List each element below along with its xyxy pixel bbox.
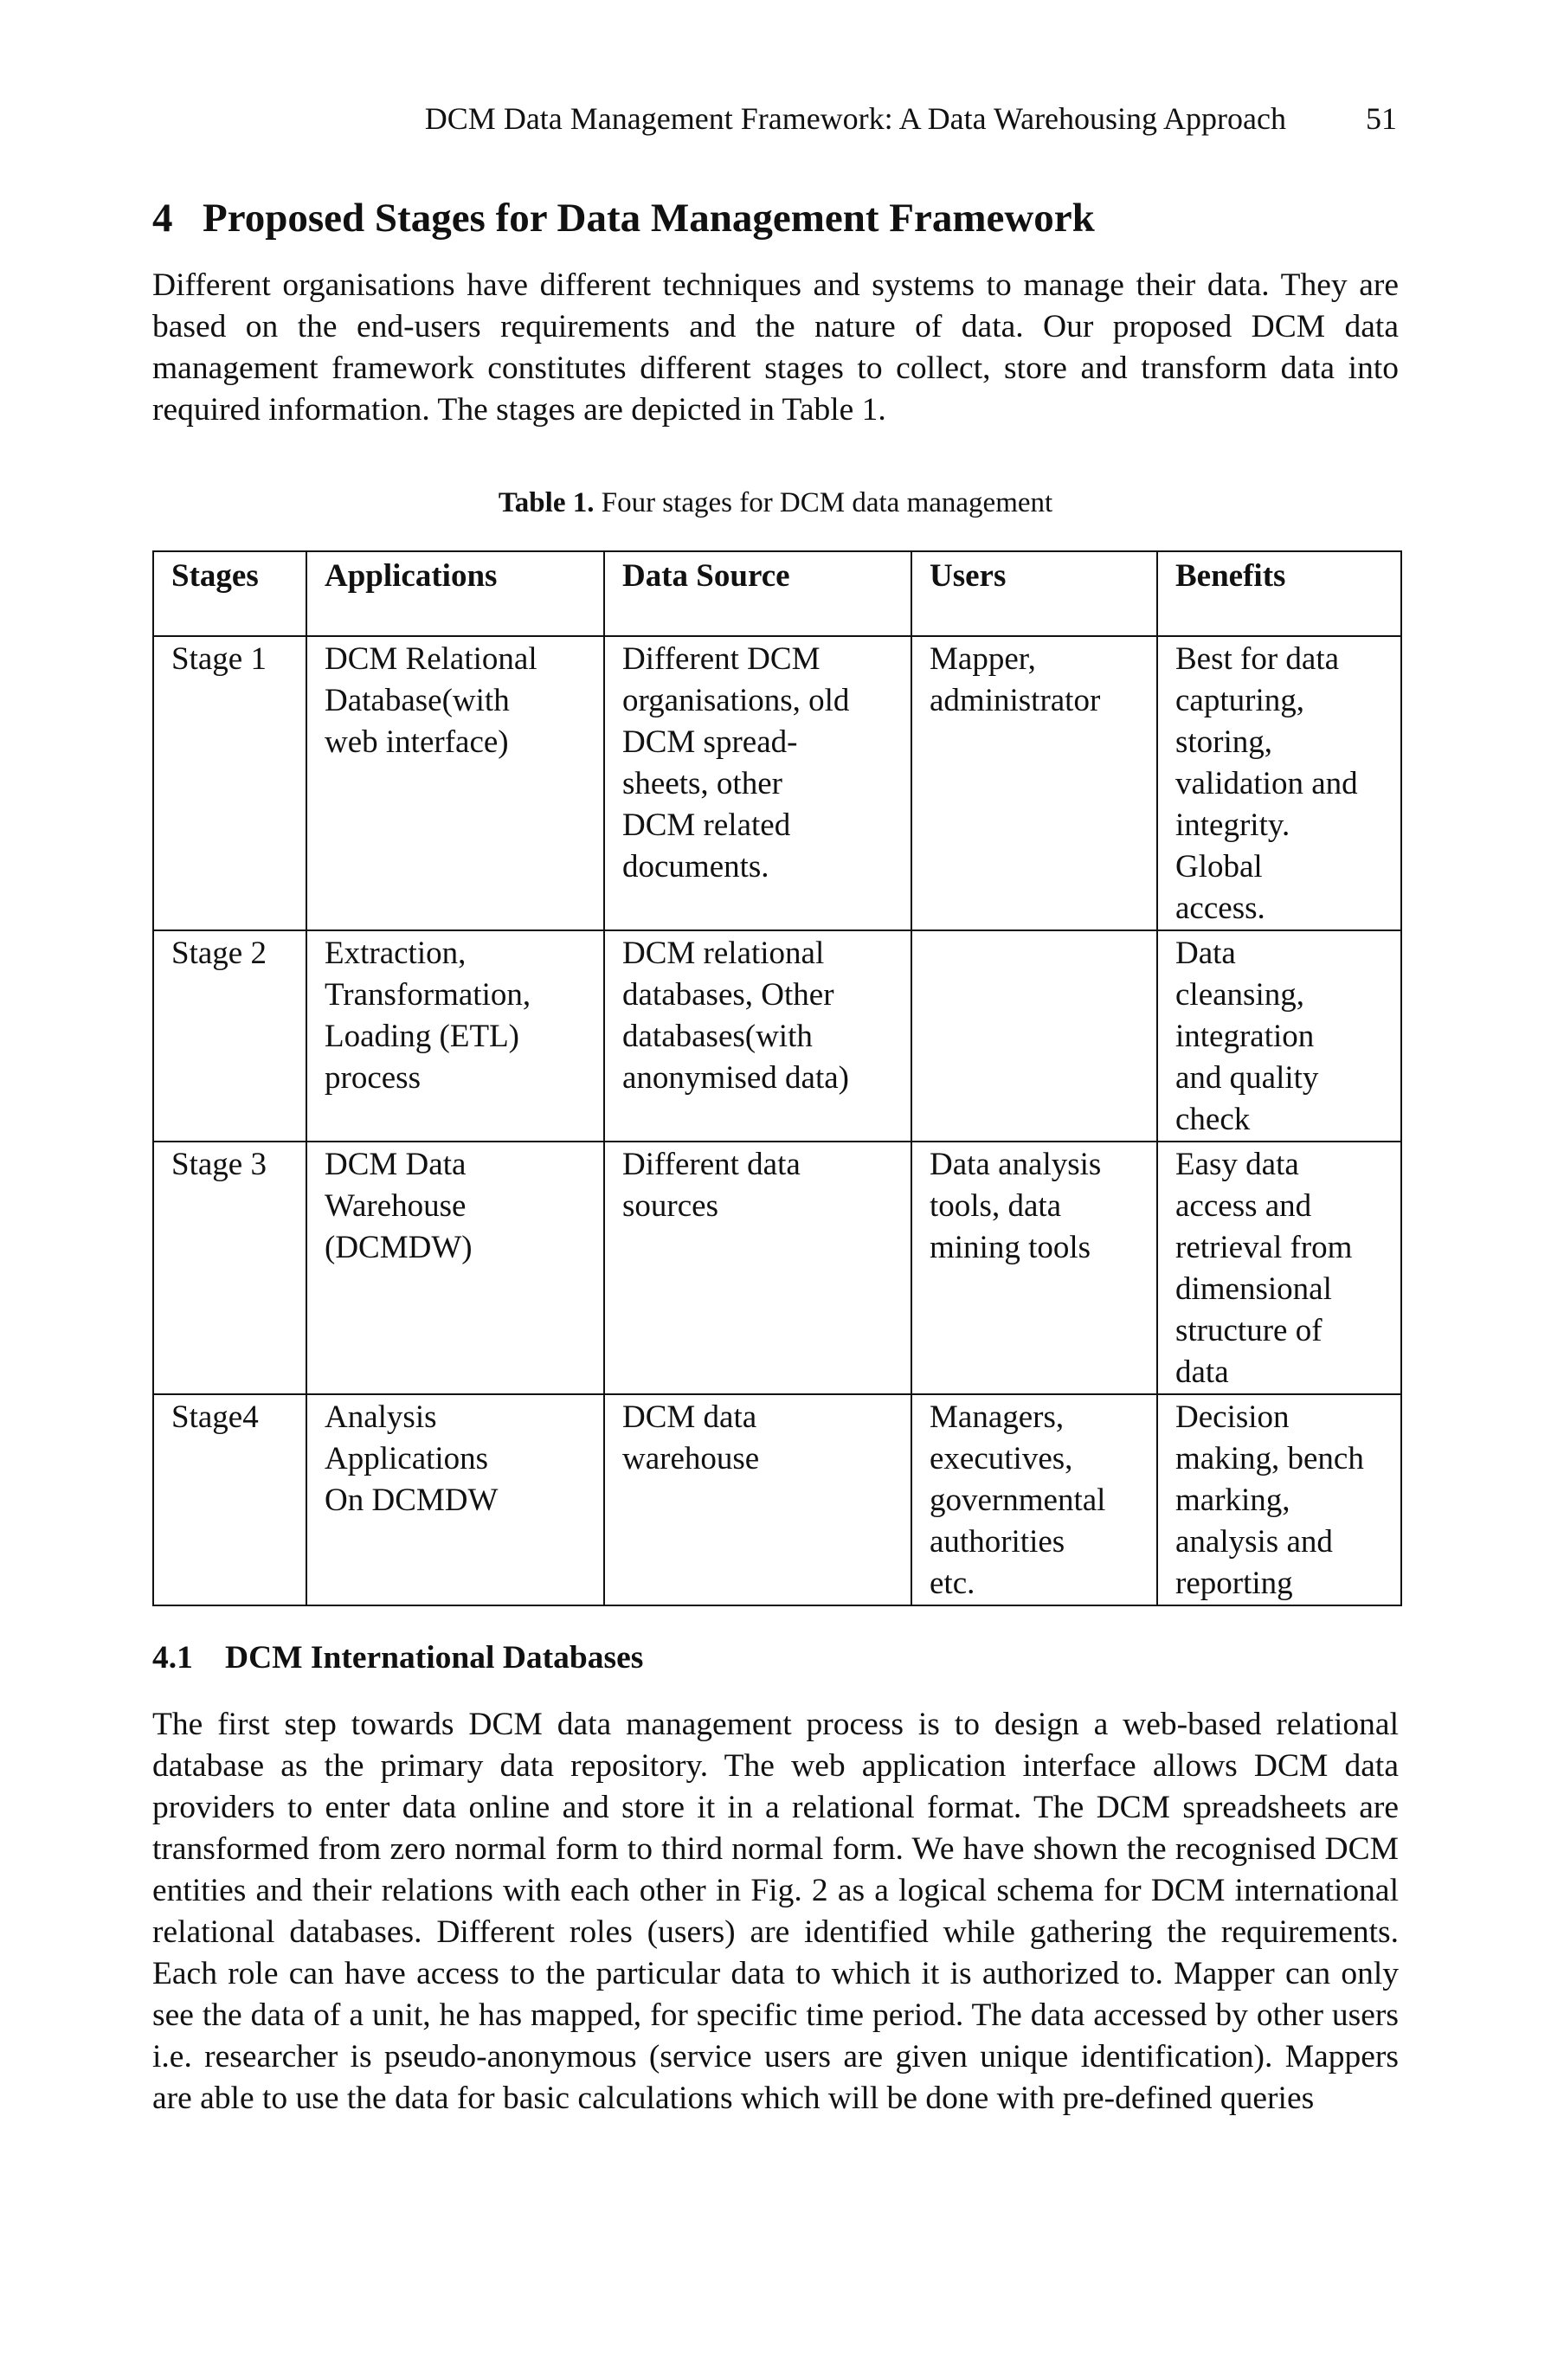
data-source-cell: DCM data warehouse — [604, 1394, 911, 1605]
column-header-users: Users — [911, 551, 1157, 636]
column-header-applications: Applications — [306, 551, 604, 636]
column-header-benefits: Benefits — [1157, 551, 1401, 636]
users-cell: Managers, executives, governmental authorities etc. — [911, 1394, 1157, 1605]
benefits-cell: Best for data capturing, storing, validation and integrity. Global access. — [1157, 636, 1401, 930]
running-title: DCM Data Management Framework: A Data Warehousing Approach — [424, 101, 1286, 136]
data-source-cell: Different DCM organisations, old DCM spread- sheets, other DCM related documents. — [604, 636, 911, 930]
benefits-cell: Decision making, bench marking, analysis and reporting — [1157, 1394, 1401, 1605]
running-header — [152, 97, 1399, 140]
applications-cell: DCM Relational Database(with web interface) — [306, 636, 604, 930]
data-source-cell: Different data sources — [604, 1142, 911, 1394]
column-header-data-source: Data Source — [604, 551, 911, 636]
table-caption — [152, 483, 1399, 523]
applications-cell: Analysis Applications On DCMDW — [306, 1394, 604, 1605]
stage-cell: Stage 3 — [153, 1142, 306, 1394]
table-header-row — [153, 551, 1401, 636]
table-caption-label: Table 1. — [498, 487, 595, 518]
column-header-stages: Stages — [153, 551, 306, 636]
stage-cell: Stage 1 — [153, 636, 306, 930]
applications-cell: Extraction, Transformation, Loading (ETL) process — [306, 930, 604, 1142]
users-cell: Mapper, administrator — [911, 636, 1157, 930]
data-source-cell: DCM relational databases, Other databases(with anonymised data) — [604, 930, 911, 1142]
stage-cell: Stage 2 — [153, 930, 306, 1142]
page-number: 51 — [1366, 101, 1397, 136]
table-caption-text: Four stages for DCM data management — [601, 487, 1053, 518]
table-row — [153, 636, 1401, 930]
subsection-body-paragraph: The first step towards DCM data management process is to design a web-based relational database as the primary data repository. The web application interface allows DCM data providers to enter data online and store it in a relational format. The DCM spreadsheets are transformed from zero normal form to third normal form. We have shown the recognised DCM entities and their relations with each other in Fig. 2 as a logical schema for DCM international relational databases. Different roles (users) are identified while gathering the requirements. Each role can have access to the particular data to which it is authorized to. Mapper can only see the data of a unit, he has mapped, for specific time period. The data accessed by other users i.e. researcher is pseudo-anonymous (service users are given unique identification). Mappers are able to use the data for basic calculations which will be done with pre-defined queries — [152, 1707, 1399, 2116]
section-title: Proposed Stages for Data Management Framework — [203, 196, 1095, 241]
table-row — [153, 930, 1401, 1142]
users-cell — [911, 930, 1157, 1142]
subsection-title: DCM International Databases — [225, 1640, 644, 1676]
benefits-cell: Easy data access and retrieval from dimensional structure of data — [1157, 1142, 1401, 1394]
subsection-heading — [152, 1636, 643, 1681]
stage-cell: Stage4 — [153, 1394, 306, 1605]
applications-cell: DCM Data Warehouse (DCMDW) — [306, 1142, 604, 1394]
benefits-cell: Data cleansing, integration and quality check — [1157, 930, 1401, 1142]
section-intro-paragraph: Different organisations have different techniques and systems to manage their data. They are based on the end-users requirements and the nature of data. Our proposed DCM data management framework constitutes different stages to collect, store and transform data into required information. The stages are depicted in Table 1. — [152, 267, 1399, 428]
subsection-number: 4.1 — [152, 1640, 193, 1676]
stages-table — [152, 550, 1402, 1606]
section-heading — [152, 192, 1095, 244]
section-number: 4 — [152, 196, 173, 241]
users-cell: Data analysis tools, data mining tools — [911, 1142, 1157, 1394]
table-row — [153, 1142, 1401, 1394]
table-row — [153, 1394, 1401, 1605]
